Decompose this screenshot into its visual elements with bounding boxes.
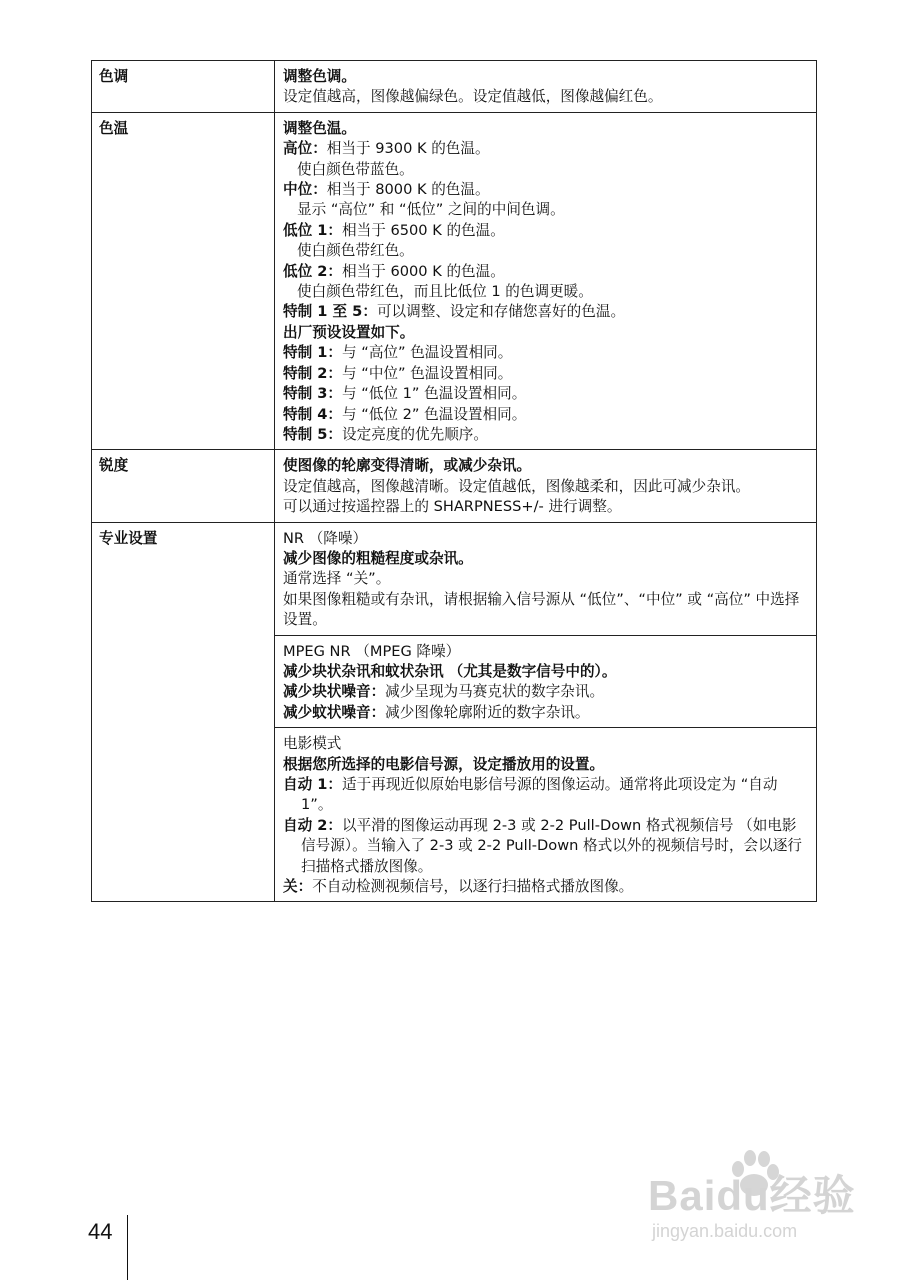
watermark-url: jingyan.baidu.com bbox=[652, 1221, 798, 1241]
term-text: 与 “高位” 色温设置相同。 bbox=[342, 344, 513, 362]
row-body: 设定值越高，图像越清晰。设定值越低，图像越柔和，因此可减少杂讯。 bbox=[283, 477, 751, 495]
term: 自动 1： bbox=[283, 776, 343, 793]
page-number: 44 bbox=[88, 1219, 113, 1244]
term-note: 使白颜色带红色，而且比低位 1 的色调更暖。 bbox=[297, 283, 593, 301]
row-body: 如果图像粗糙或有杂讯，请根据输入信号源从 “低位”、“中位” 或 “高位” 中选择设置。 bbox=[283, 590, 800, 629]
row-heading: 减少块状杂讯和蚊状杂讯 （尤其是数字信号中的）。 bbox=[283, 662, 617, 680]
term: 特制 4： bbox=[283, 405, 343, 423]
table-row-hue bbox=[92, 61, 817, 113]
term-note: 显示 “高位” 和 “低位” 之间的中间色调。 bbox=[297, 201, 565, 219]
term-text: 以平滑的图像运动再现 2-3 或 2-2 Pull-Down 格式视频信号 （如电影信号源）。当输入了 2-3 或 2-2 Pull-Down 格式以外的视频信号时，会以逐行扫描格式播放图像。 bbox=[301, 816, 802, 875]
row-content-mpeg bbox=[275, 635, 817, 728]
term-text: 减少图像轮廓附近的数字杂讯。 bbox=[385, 703, 590, 721]
term-text: 相当于 6500 K 的色温。 bbox=[342, 221, 505, 239]
table-row-sharpness bbox=[92, 450, 817, 522]
term: 高位： bbox=[283, 140, 327, 158]
term: 自动 2： bbox=[283, 816, 343, 834]
term-item bbox=[283, 425, 808, 445]
settings-table bbox=[91, 60, 817, 902]
term: 减少块状噪音： bbox=[283, 683, 386, 701]
factory-heading: 出厂预设设置如下。 bbox=[283, 323, 415, 341]
term: 低位 1： bbox=[283, 221, 343, 239]
term-item bbox=[283, 816, 808, 877]
row-heading: 调整色调。 bbox=[283, 68, 356, 85]
term-item bbox=[283, 405, 808, 425]
row-body: 设定值越高，图像越偏绿色。设定值越低，图像越偏红色。 bbox=[283, 88, 663, 106]
term-text: 与 “中位” 色温设置相同。 bbox=[342, 364, 513, 382]
subsetting-title: NR （降噪） bbox=[283, 529, 368, 547]
row-heading: 根据您所选择的电影信号源，设定播放用的设置。 bbox=[283, 755, 605, 773]
row-content bbox=[275, 450, 817, 522]
row-content bbox=[275, 61, 817, 113]
row-label: 专业设置 bbox=[92, 522, 275, 902]
term-item bbox=[283, 703, 808, 723]
term-text: 相当于 8000 K 的色温。 bbox=[326, 181, 490, 199]
term-text: 不自动检测视频信号，以逐行扫描格式播放图像。 bbox=[312, 878, 634, 896]
page-divider bbox=[127, 1215, 128, 1280]
term-text: 可以调整、设定和存储您喜好的色温。 bbox=[376, 303, 626, 321]
row-heading: 减少图像的粗糙程度或杂讯。 bbox=[283, 549, 473, 567]
term-text: 适于再现近似原始电影信号源的图像运动。通常将此项设定为 “自动 1”。 bbox=[301, 776, 778, 814]
row-body: 通常选择 “关”。 bbox=[283, 570, 391, 588]
term-text: 与 “低位 2” 色温设置相同。 bbox=[342, 405, 527, 423]
term-item bbox=[283, 384, 808, 404]
term: 特制 2： bbox=[283, 364, 343, 382]
term-text: 相当于 9300 K 的色温。 bbox=[326, 140, 490, 158]
term: 特制 3： bbox=[283, 385, 343, 403]
row-body: 可以通过按遥控器上的 SHARPNESS+/- 进行调整。 bbox=[283, 498, 622, 516]
term-item bbox=[283, 343, 808, 363]
watermark-logo bbox=[640, 1145, 880, 1255]
row-label: 色调 bbox=[92, 61, 275, 113]
term: 特制 1 至 5： bbox=[283, 303, 377, 321]
row-heading: 调整色温。 bbox=[283, 119, 356, 137]
term-note: 使白颜色带蓝色。 bbox=[297, 160, 414, 178]
watermark-text: Baidu经验 bbox=[648, 1172, 856, 1219]
row-content bbox=[275, 112, 817, 450]
term-item bbox=[283, 302, 808, 322]
term: 减少蚊状噪音： bbox=[283, 703, 386, 721]
term-item bbox=[283, 262, 808, 282]
row-content-nr bbox=[275, 522, 817, 635]
term-text: 减少呈现为马赛克状的数字杂讯。 bbox=[385, 683, 605, 701]
term: 关： bbox=[283, 878, 313, 896]
term-item bbox=[283, 180, 808, 200]
term: 中位： bbox=[283, 181, 327, 199]
term: 特制 5： bbox=[283, 425, 343, 443]
table-row-color-temp bbox=[92, 112, 817, 450]
subsetting-title: 电影模式 bbox=[283, 735, 342, 753]
term-item bbox=[283, 221, 808, 241]
row-content-cinema bbox=[275, 728, 817, 902]
row-label: 色温 bbox=[92, 112, 275, 450]
term-item bbox=[283, 775, 808, 816]
term: 特制 1： bbox=[283, 344, 343, 362]
row-label: 锐度 bbox=[92, 450, 275, 522]
term: 低位 2： bbox=[283, 262, 343, 280]
term-text: 与 “低位 1” 色温设置相同。 bbox=[342, 385, 527, 403]
subsetting-title: MPEG NR （MPEG 降噪） bbox=[283, 642, 461, 660]
table-row-expert-nr bbox=[92, 522, 817, 635]
row-heading: 使图像的轮廓变得清晰，或减少杂讯。 bbox=[283, 457, 532, 475]
term-text: 相当于 6000 K 的色温。 bbox=[342, 262, 505, 280]
term-item bbox=[283, 877, 808, 897]
term-note: 使白颜色带红色。 bbox=[297, 242, 414, 260]
term-item bbox=[283, 364, 808, 384]
term-item bbox=[283, 682, 808, 702]
term-text: 设定亮度的优先顺序。 bbox=[342, 425, 488, 443]
term-item bbox=[283, 139, 808, 159]
